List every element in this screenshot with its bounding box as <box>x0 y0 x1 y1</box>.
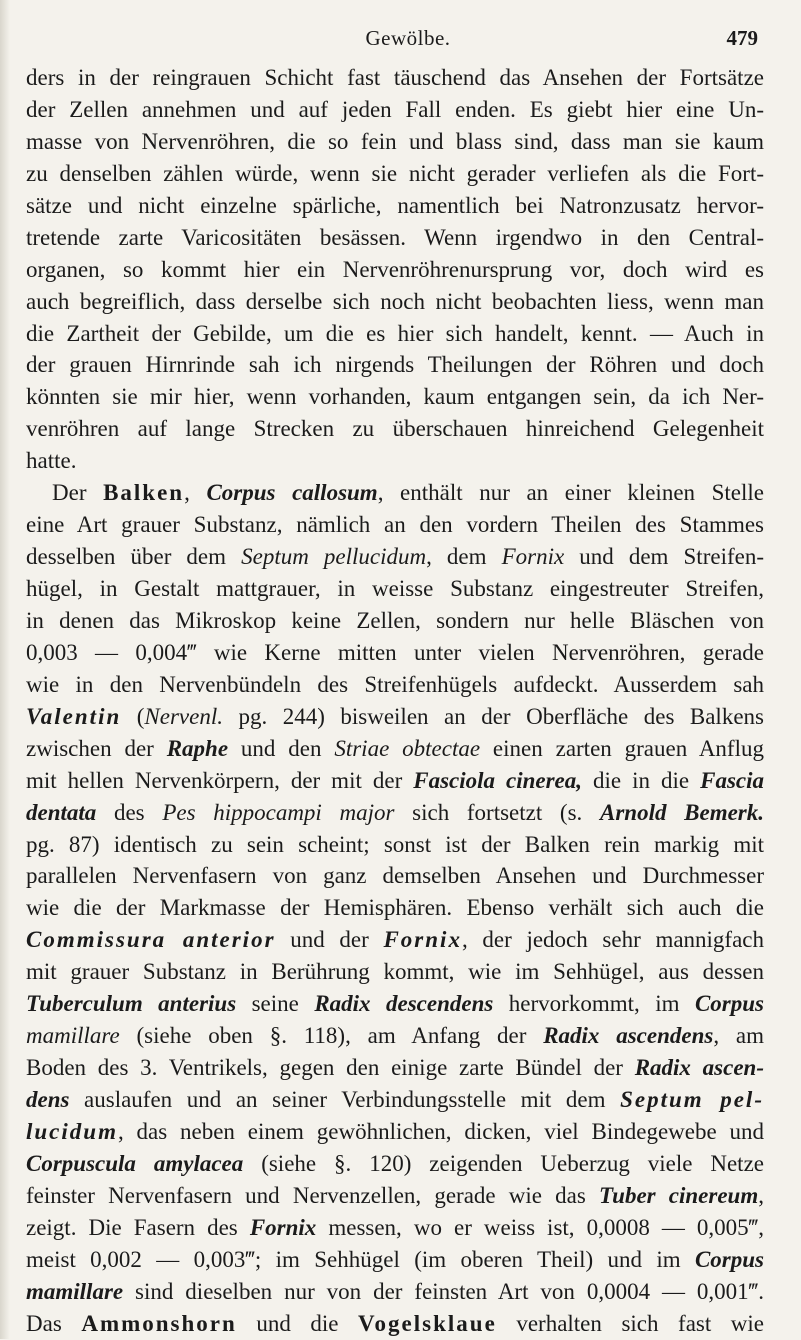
text-line: tretende zarte Varicositäten besässen. Wenn irgendwo in den Central- <box>26 224 764 250</box>
text-line: Boden des 3. Ventrikels, gegen den einige zarte Bündel der Radix ascen- <box>26 1055 764 1081</box>
binding-edge-shadow <box>0 0 10 1339</box>
text-line: zu denselben zählen würde, wenn sie nicht gerader verliefen als die Fort- <box>26 160 764 186</box>
running-title: Gewölbe. <box>365 26 451 50</box>
text-line: zwischen der Raphe und den Striae obtectae einen zarten grauen Anflug <box>26 735 764 761</box>
text-line: sätze und nicht einzelne spärliche, namentlich bei Natronzusatz hervor- <box>26 192 764 218</box>
text-line: hatte. <box>26 448 77 474</box>
text-line: Tuberculum anterius seine Radix descendens hervorkommt, im Corpus <box>26 991 764 1017</box>
text-line: in denen das Mikroskop keine Zellen, sondern nur helle Bläschen von <box>26 607 764 633</box>
text-line: Corpuscula amylacea (siehe §. 120) zeigenden Ueberzug viele Netze <box>26 1150 764 1176</box>
text-line: lucidum, das neben einem gewöhnlichen, dicken, viel Bindegewebe und <box>26 1118 764 1144</box>
text-line: könnten sie mir hier, wenn vorhanden, kaum entgangen sein, da ich Ner- <box>26 384 764 410</box>
text-line: ders in der reingrauen Schicht fast täuschend das Ansehen der Fortsätze <box>26 65 764 90</box>
text-line: masse von Nervenröhren, die so fein und blass sind, dass man sie kaum <box>26 128 764 154</box>
text-line: mamillare sind dieselben nur von der feinsten Art von 0,0004 — 0,001‴. <box>26 1278 764 1304</box>
text-line: der grauen Hirnrinde sah ich nirgends Theilungen der Röhren und doch <box>26 352 764 378</box>
text-line: feinster Nervenfasern und Nervenzellen, gerade wie das Tuber cinereum, <box>26 1182 764 1208</box>
text-line: auch begreiflich, dass derselbe sich noch nicht beobachten liess, wenn man <box>26 288 764 314</box>
text-line: Das Ammonshorn und die Vogelsklaue verhalten sich fast wie <box>26 1310 764 1336</box>
text-line: Valentin (Nervenl. pg. 244) bisweilen an der Oberfläche des Balkens <box>26 703 764 729</box>
text-line: meist 0,002 — 0,003‴; im Sehhügel (im oberen Theil) und im Corpus <box>26 1246 764 1272</box>
text-line: wie in den Nervenbündeln des Streifenhügels aufdeckt. Ausserdem sah <box>26 671 764 697</box>
text-line: eine Art grauer Substanz, nämlich an den vordern Theilen des Stammes <box>26 512 764 538</box>
text-line: mit grauer Substanz in Berührung kommt, wie im Sehhügel, aus dessen <box>26 959 764 985</box>
page-header <box>58 26 758 56</box>
body-text <box>26 62 764 1340</box>
text-line: pg. 87) identisch zu sein scheint; sonst ist der Balken rein markig mit <box>26 831 764 857</box>
text-line: venröhren auf lange Strecken zu überschauen hinreichend Gelegenheit <box>26 416 764 442</box>
text-line: mit hellen Nervenkörpern, der mit der Fasciola cinerea, die in die Fascia <box>26 767 764 793</box>
text-line: dentata des Pes hippocampi major sich fortsetzt (s. Arnold Bemerk. <box>26 799 764 825</box>
text-line: zeigt. Die Fasern des Fornix messen, wo er weiss ist, 0,0008 — 0,005‴, <box>26 1214 764 1240</box>
text-line: wie die der Markmasse der Hemisphären. Ebenso verhält sich auch die <box>26 895 764 921</box>
text-line: dens auslaufen und an seiner Verbindungsstelle mit dem Septum pel- <box>26 1087 764 1112</box>
text-line: desselben über dem Septum pellucidum, dem Fornix und dem Streifen- <box>26 544 764 570</box>
text-line: hügel, in Gestalt mattgrauer, in weisse Substanz eingestreuter Streifen, <box>26 576 764 601</box>
text-line: 0,003 — 0,004‴ wie Kerne mitten unter vielen Nervenröhren, gerade <box>26 639 764 665</box>
text-line: mamillare (siehe oben §. 118), am Anfang der Radix ascendens, am <box>26 1023 764 1049</box>
text-line: organen, so kommt hier ein Nervenröhrenursprung vor, doch wird es <box>26 256 764 282</box>
text-line: die Zartheit der Gebilde, um die es hier sich handelt, kennt. — Auch in <box>26 320 764 346</box>
text-line: Commissura anterior und der Fornix, der jedoch sehr mannigfach <box>26 927 765 953</box>
text-line: der Zellen annehmen und auf jeden Fall enden. Es giebt hier eine Un- <box>26 96 764 122</box>
text-line: Der Balken, Corpus callosum, enthält nur an einer kleinen Stelle <box>52 480 765 506</box>
page-number: 479 <box>726 26 758 50</box>
text-line: parallelen Nervenfasern von ganz demselben Ansehen und Durchmesser <box>26 863 764 889</box>
